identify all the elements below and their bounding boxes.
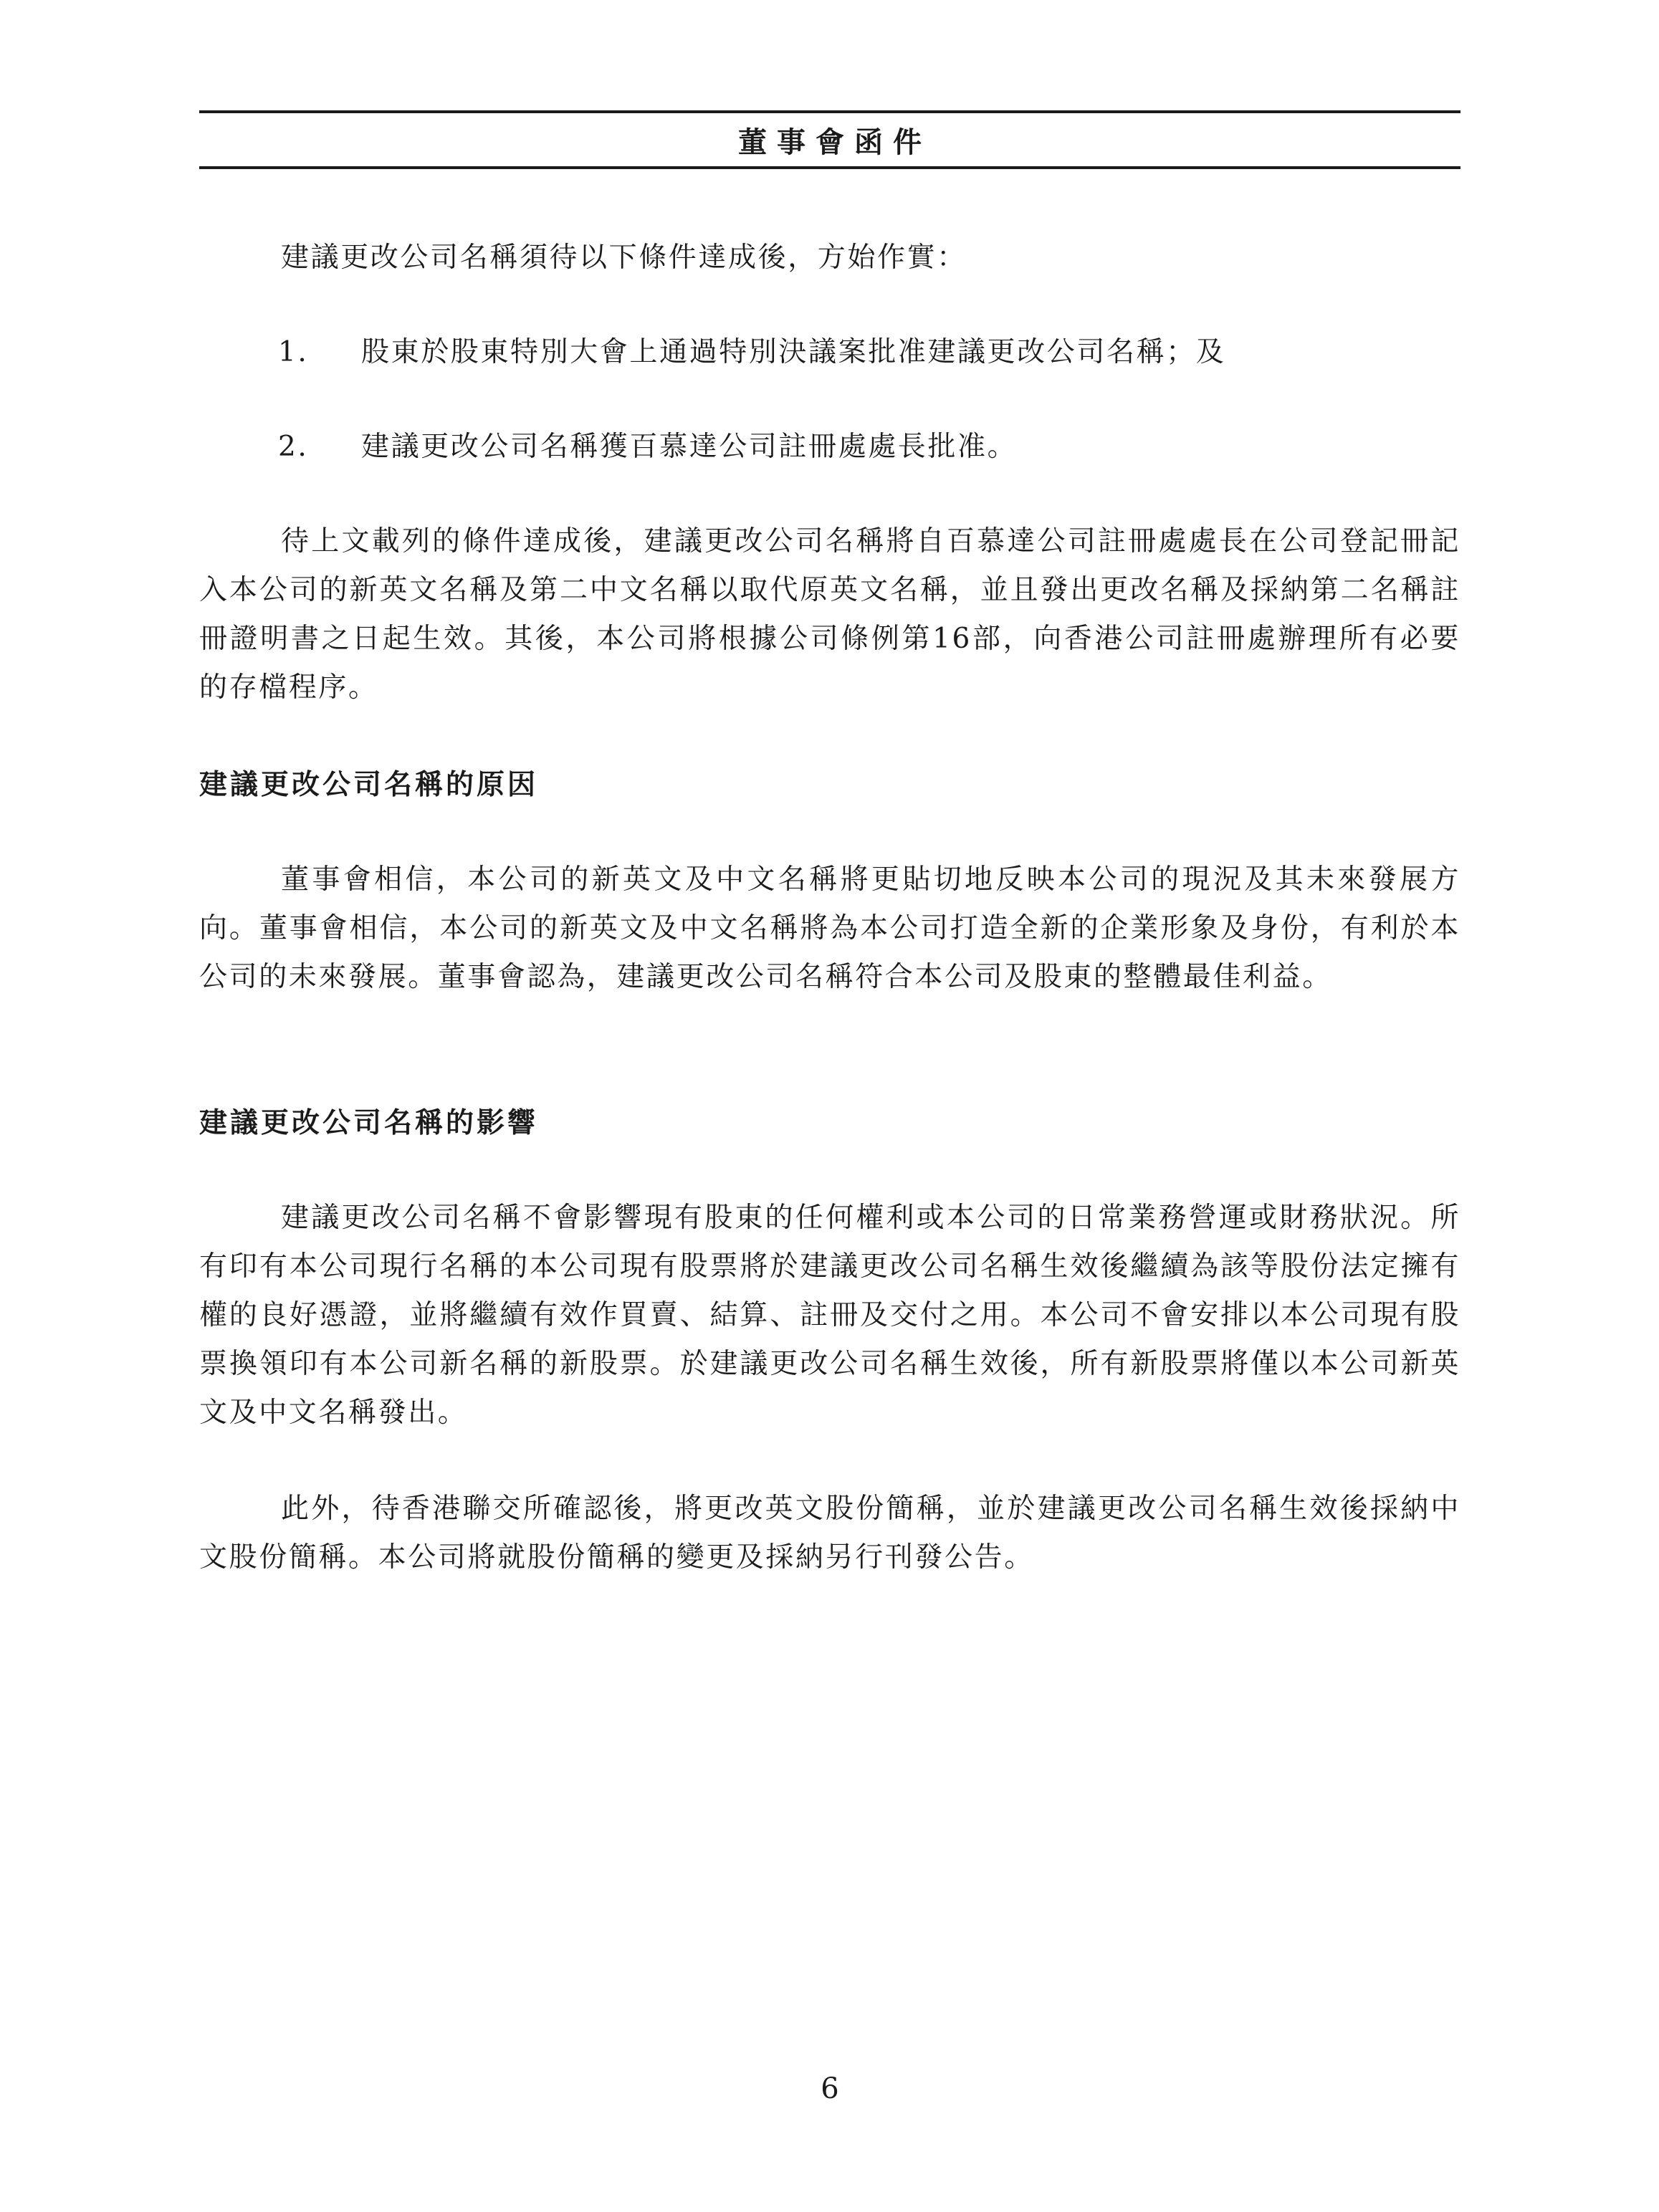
effects-heading: 建議更改公司名稱的影響	[199, 1107, 539, 1139]
page-number: 6	[821, 2072, 839, 2105]
condition-item-2	[278, 423, 1460, 471]
header-title: 董事會函件	[738, 125, 932, 159]
effective-date-paragraph: 待上文載列的條件達成後，建議更改公司名稱將自百慕達公司註冊處處長在公司登記冊記入本公司的新英文名稱及第二中文名稱以取代原英文名稱，並且發出更改名稱及採納第二名稱註冊證明書之日起生效。其後，本公司將根據公司條例第16部，向香港公司註冊處辦理所有必要的存檔程序。	[199, 525, 1460, 704]
condition-text: 股東於股東特別大會上通過特別決議案批准建議更改公司名稱；及	[361, 336, 1226, 368]
reasons-paragraph: 董事會相信，本公司的新英文及中文名稱將更貼切地反映本公司的現況及其未來發展方向。董事會相信，本公司的新英文及中文名稱將為本公司打造全新的企業形象及身份，有利於本公司的未來發展。董事會認為，建議更改公司名稱符合本公司及股東的整體最佳利益。	[199, 863, 1460, 993]
condition-number: 1.	[278, 336, 309, 368]
page-header	[199, 110, 1460, 169]
document-page	[199, 0, 1460, 2212]
effects-paragraph: 建議更改公司名稱不會影響現有股東的任何權利或本公司的日常業務營運或財務狀況。所有印有本公司現行名稱的本公司現有股票將於建議更改公司名稱生效後繼續為該等股份法定擁有權的良好憑證，並將繼續有效作買賣、結算、註冊及交付之用。本公司不會安排以本公司現有股票換領印有本公司新名稱的新股票。於建議更改公司名稱生效後，所有新股票將僅以本公司新英文及中文名稱發出。	[199, 1202, 1460, 1429]
condition-number: 2.	[278, 431, 309, 463]
stock-short-name-paragraph: 此外，待香港聯交所確認後，將更改英文股份簡稱，並於建議更改公司名稱生效後採納中文股份簡稱。本公司將就股份簡稱的變更及採納另行刊發公告。	[199, 1493, 1460, 1574]
condition-item-1	[278, 328, 1460, 377]
intro-paragraph: 建議更改公司名稱須待以下條件達成後，方始作實：	[281, 241, 967, 274]
condition-text: 建議更改公司名稱獲百慕達公司註冊處處長批准。	[361, 431, 1018, 463]
reasons-heading: 建議更改公司名稱的原因	[199, 769, 539, 801]
